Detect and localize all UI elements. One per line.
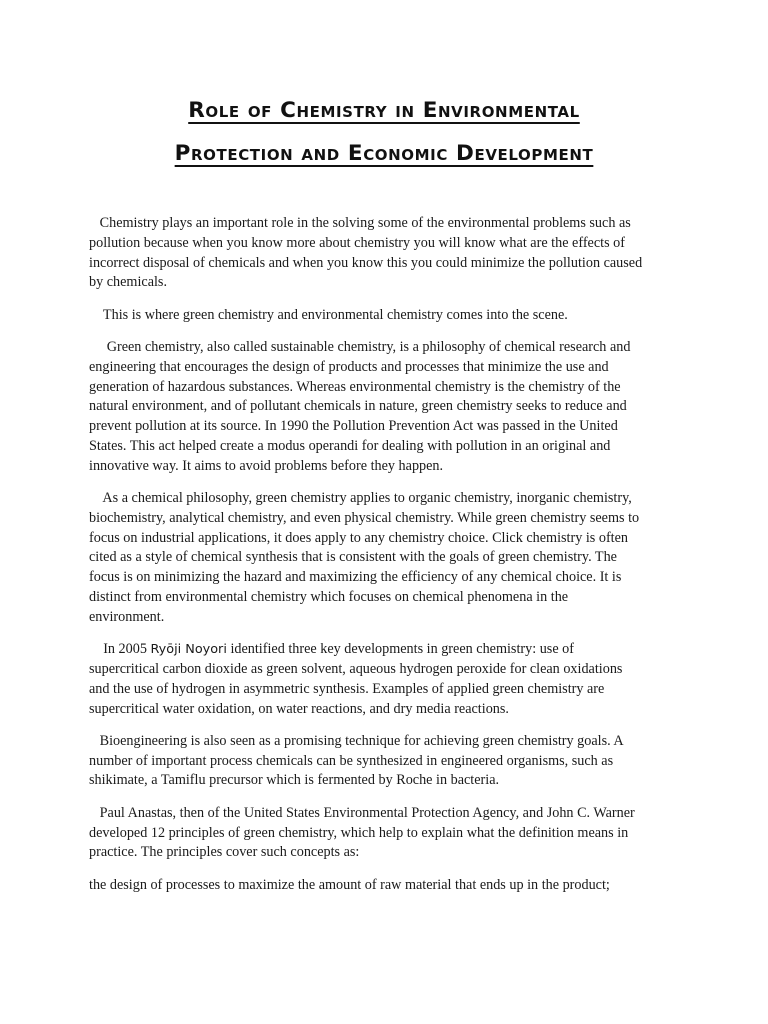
text-segment: identified three key developments in green chemistry: use of bbox=[226, 641, 574, 658]
paragraph-2 bbox=[89, 306, 689, 326]
text-line: environment. bbox=[89, 608, 165, 625]
text-line: cited as a style of chemical synthesis that is consistent with the goals of green chemistry. The bbox=[89, 549, 617, 566]
paragraph-4 bbox=[89, 489, 689, 628]
text-segment: In 2005 bbox=[89, 641, 151, 658]
text-line: biochemistry, analytical chemistry, and even physical chemistry. While green chemistry seems to bbox=[89, 509, 640, 526]
text-line: incorrect disposal of chemicals and when you know this you could minimize the pollution caused bbox=[89, 254, 643, 271]
text-line: innovative way. It aims to avoid problems before they happen. bbox=[89, 457, 444, 474]
paragraph-7 bbox=[89, 804, 689, 863]
person-name: Ryōji Noyori bbox=[150, 642, 227, 658]
text-line: generation of hazardous substances. Whereas environmental chemistry is the chemistry of the bbox=[89, 378, 621, 395]
text-line: engineering that encourages the design of products and processes that minimize the use and bbox=[89, 358, 609, 375]
document-body bbox=[89, 214, 689, 908]
text-line: and the use of hydrogen in asymmetric synthesis. Examples of applied green chemistry are bbox=[89, 680, 605, 697]
text-line: distinct from environmental chemistry which focuses on chemical phenomena in the bbox=[89, 589, 569, 606]
document-title-line-1: Role of Chemistry in Environmental bbox=[188, 98, 580, 123]
text-line: pollution because when you know more about chemistry you will know what are the effects of bbox=[89, 234, 625, 251]
text-line: supercritical carbon dioxide as green solvent, aqueous hydrogen peroxide for clean oxidations bbox=[89, 660, 623, 677]
text-line: practice. The principles cover such concepts as: bbox=[89, 844, 360, 861]
text-line: the design of processes to maximize the amount of raw material that ends up in the product; bbox=[89, 876, 610, 893]
text-line: focus on industrial applications, it does apply to any chemistry choice. Click chemistry is often bbox=[89, 529, 629, 546]
paragraph-5 bbox=[89, 640, 689, 719]
text-line: Paul Anastas, then of the United States Environmental Protection Agency, and John C. Warner bbox=[89, 804, 635, 821]
text-line: As a chemical philosophy, green chemistry applies to organic chemistry, inorganic chemistry, bbox=[89, 490, 632, 507]
text-line: developed 12 principles of green chemistry, which help to explain what the definition means in bbox=[89, 824, 629, 841]
text-line: focus is on minimizing the hazard and maximizing the efficiency of any chemical choice. It is bbox=[89, 569, 622, 586]
text-line: supercritical water oxidation, on water reactions, and dry media reactions. bbox=[89, 700, 509, 717]
text-line: Bioengineering is also seen as a promising technique for achieving green chemistry goals. A bbox=[89, 732, 624, 749]
document-title-line-2: Protection and Economic Development bbox=[174, 141, 594, 166]
text-line: number of important process chemicals can be synthesized in engineered organisms, such as bbox=[89, 752, 614, 769]
text-line: prevent pollution at its source. In 1990 the Pollution Prevention Act was passed in the United bbox=[89, 418, 618, 435]
paragraph-3 bbox=[89, 338, 689, 477]
text-line: States. This act helped create a modus operandi for dealing with pollution in an original and bbox=[89, 437, 611, 454]
text-line: This is where green chemistry and environmental chemistry comes into the scene. bbox=[89, 306, 568, 323]
text-line: Chemistry plays an important role in the solving some of the environmental problems such as bbox=[89, 215, 631, 231]
paragraph-1 bbox=[89, 214, 689, 293]
text-line: Green chemistry, also called sustainable chemistry, is a philosophy of chemical research and bbox=[89, 338, 631, 355]
paragraph-6 bbox=[89, 732, 689, 791]
text-line: natural environment, and of pollutant chemicals in nature, green chemistry seeks to reduce and bbox=[89, 398, 627, 415]
text-line: shikimate, a Tamiflu precursor which is fermented by Roche in bacteria. bbox=[89, 772, 500, 789]
paragraph-8 bbox=[89, 876, 689, 896]
text-line bbox=[89, 640, 689, 660]
text-line: by chemicals. bbox=[89, 274, 168, 291]
